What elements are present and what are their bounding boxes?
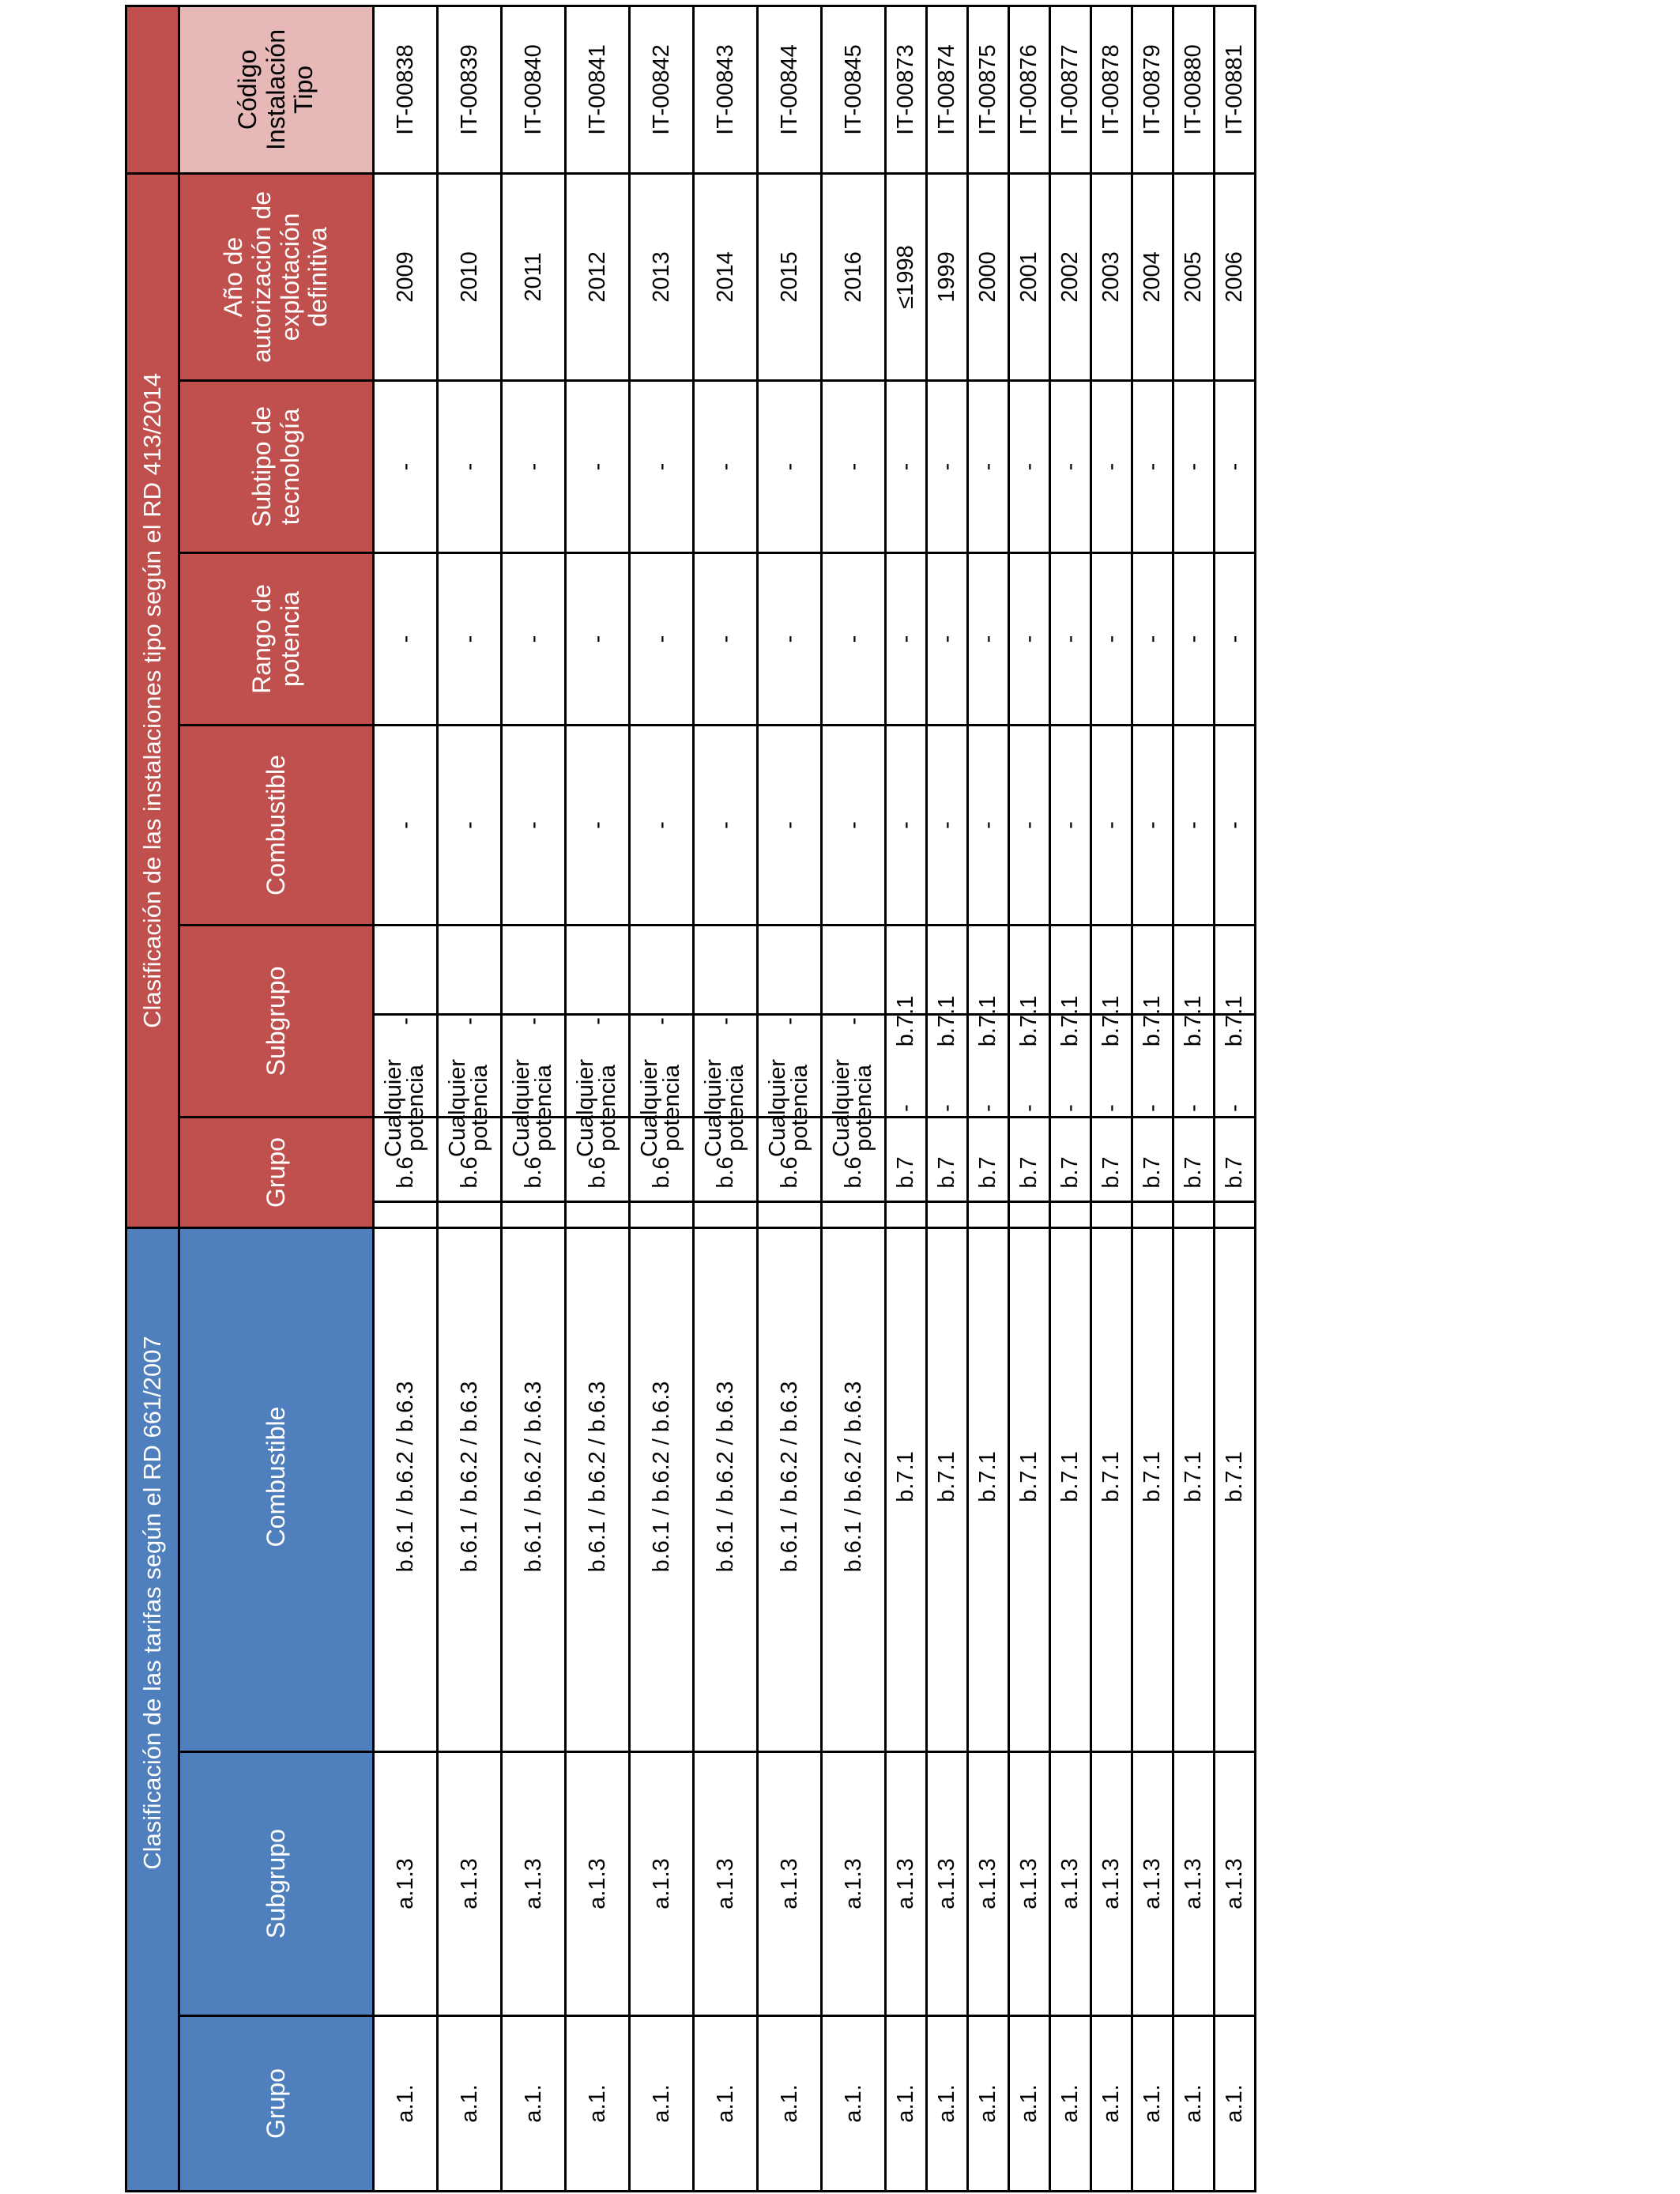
anio-cell: 2013 (630, 173, 694, 380)
rd661-header-grupo: Grupo (179, 2016, 374, 2192)
subgrupo-cell: b.7.1 (1215, 925, 1256, 1118)
table-row (1215, 6, 1256, 1227)
combustible-cell: - (1132, 726, 1173, 925)
table-row (758, 6, 822, 1227)
grupo-cell: b.7 (968, 1118, 1009, 1228)
table-row (630, 6, 694, 1227)
codigo-cell: IT-00881 (1215, 6, 1256, 173)
subtipo-cell: - (1009, 381, 1050, 553)
rango-cell: - (630, 553, 694, 726)
table-row (566, 6, 630, 1227)
rango-potencia-cell: Cualquier potencia (822, 1014, 886, 1201)
combustible-cell: - (630, 726, 694, 925)
table-row (1009, 6, 1050, 1227)
grupo-cell: a.1. (822, 2016, 886, 2192)
subgrupo-cell: - (694, 925, 758, 1118)
anio-cell: 2000 (968, 173, 1009, 380)
rd661-title: Clasificación de las tarifas según el RD 661/2007 (126, 1014, 179, 2191)
combustible-cell: - (374, 726, 438, 925)
anio-cell: 2002 (1050, 173, 1091, 380)
combustible-cell: - (927, 726, 968, 925)
subtipo-cell: - (1173, 381, 1215, 553)
rango-cell: - (927, 553, 968, 726)
grupo-cell: a.1. (694, 2016, 758, 2192)
anio-cell: 2001 (1009, 173, 1050, 380)
subgrupo-cell: b.7.1 (1009, 925, 1050, 1118)
subgrupo-cell: - (822, 925, 886, 1118)
subgrupo-cell: a.1.3 (1050, 1752, 1091, 2016)
combustible-cell: b.7.1 (1050, 1202, 1091, 1752)
codigo-cell: IT-00842 (630, 6, 694, 173)
codigo-cell: IT-00879 (1132, 6, 1173, 173)
combustible-cell: b.7.1 (968, 1202, 1009, 1752)
combustible-cell: - (566, 726, 630, 925)
rango-potencia-cell: - (1091, 1014, 1132, 1201)
table-row (1132, 6, 1173, 1227)
table-row (374, 6, 438, 1227)
anio-cell: 2004 (1132, 173, 1173, 380)
rd413-table (125, 5, 1256, 1229)
subgrupo-cell: - (758, 925, 822, 1118)
codigo-cell: IT-00845 (822, 6, 886, 173)
combustible-cell: - (1173, 726, 1215, 925)
codigo-cell: IT-00875 (968, 6, 1009, 173)
rango-potencia-cell: Cualquier potencia (758, 1014, 822, 1201)
combustible-cell: b.6.1 / b.6.2 / b.6.3 (630, 1202, 694, 1752)
grupo-cell: a.1. (886, 2016, 927, 2192)
grupo-cell: b.7 (927, 1118, 968, 1228)
subgrupo-cell: - (374, 925, 438, 1118)
rango-cell: - (758, 553, 822, 726)
rango-potencia-cell: Cualquier potencia (566, 1014, 630, 1201)
rango-cell: - (822, 553, 886, 726)
grupo-cell: a.1. (1050, 2016, 1091, 2192)
combustible-cell: b.6.1 / b.6.2 / b.6.3 (758, 1202, 822, 1752)
subtipo-cell: - (1050, 381, 1091, 553)
subtipo-cell: - (968, 381, 1009, 553)
grupo-cell: b.7 (1173, 1118, 1215, 1228)
combustible-cell: - (822, 726, 886, 925)
combustible-cell: - (886, 726, 927, 925)
rd661-header-subgrupo: Subgrupo (179, 1752, 374, 2016)
grupo-cell: a.1. (1173, 2016, 1215, 2192)
grupo-cell: b.7 (1009, 1118, 1050, 1228)
rango-potencia-cell: Cualquier potencia (374, 1014, 438, 1201)
combustible-cell: b.7.1 (1091, 1202, 1132, 1752)
rd413-header-subgrupo: Subgrupo (179, 925, 374, 1118)
combustible-cell: - (502, 726, 566, 925)
subtipo-cell: - (630, 381, 694, 553)
grupo-cell: a.1. (968, 2016, 1009, 2192)
subgrupo-cell: a.1.3 (1173, 1752, 1215, 2016)
subgrupo-cell: - (630, 925, 694, 1118)
rd661-header-combustible: Combustible (179, 1202, 374, 1752)
subtipo-cell: - (502, 381, 566, 553)
subtipo-cell: - (374, 381, 438, 553)
grupo-cell: b.7 (1215, 1118, 1256, 1228)
table-row (1091, 6, 1132, 1227)
subtipo-cell: - (1215, 381, 1256, 553)
combustible-cell: b.7.1 (1132, 1202, 1173, 1752)
subgrupo-cell: b.7.1 (886, 925, 927, 1118)
subgrupo-cell: a.1.3 (630, 1752, 694, 2016)
subtipo-cell: - (694, 381, 758, 553)
subgrupo-cell: a.1.3 (502, 1752, 566, 2016)
subtipo-cell: - (758, 381, 822, 553)
codigo-cell: IT-00840 (502, 6, 566, 173)
anio-cell: ≤1998 (886, 173, 927, 380)
grupo-cell: a.1. (1132, 2016, 1173, 2192)
rango-cell: - (694, 553, 758, 726)
grupo-cell: b.7 (1050, 1118, 1091, 1228)
table-row (438, 6, 502, 1227)
combustible-cell: - (694, 726, 758, 925)
rango-cell: - (886, 553, 927, 726)
grupo-cell: a.1. (1009, 2016, 1050, 2192)
rango-cell: - (502, 553, 566, 726)
rango-cell: - (566, 553, 630, 726)
grupo-cell: b.7 (886, 1118, 927, 1228)
combustible-cell: b.7.1 (1215, 1202, 1256, 1752)
table-row (1050, 6, 1091, 1227)
codigo-cell: IT-00873 (886, 6, 927, 173)
anio-cell: 2011 (502, 173, 566, 380)
subgrupo-cell: b.7.1 (1091, 925, 1132, 1118)
rd413-title-filler (126, 6, 179, 173)
grupo-cell: a.1. (1215, 2016, 1256, 2192)
rd413-header-rango: Rango de potencia (179, 553, 374, 726)
codigo-cell: IT-00844 (758, 6, 822, 173)
combustible-cell: b.6.1 / b.6.2 / b.6.3 (374, 1202, 438, 1752)
subgrupo-cell: a.1.3 (566, 1752, 630, 2016)
grupo-cell: b.6 (630, 1118, 694, 1228)
combustible-cell: - (1050, 726, 1091, 925)
subgrupo-cell: a.1.3 (968, 1752, 1009, 2016)
combustible-cell: b.7.1 (1009, 1202, 1050, 1752)
rango-potencia-cell: Cualquier potencia (630, 1014, 694, 1201)
grupo-cell: b.6 (438, 1118, 502, 1228)
combustible-cell: - (1009, 726, 1050, 925)
combustible-cell: - (1215, 726, 1256, 925)
combustible-cell: b.6.1 / b.6.2 / b.6.3 (566, 1202, 630, 1752)
subgrupo-cell: - (438, 925, 502, 1118)
subtipo-cell: - (822, 381, 886, 553)
combustible-cell: b.6.1 / b.6.2 / b.6.3 (822, 1202, 886, 1752)
anio-cell: 2006 (1215, 173, 1256, 380)
grupo-cell: a.1. (1091, 2016, 1132, 2192)
rango-cell: - (1132, 553, 1173, 726)
rango-potencia-cell: - (1050, 1014, 1091, 1201)
anio-cell: 2016 (822, 173, 886, 380)
codigo-cell: IT-00878 (1091, 6, 1132, 173)
rango-potencia-cell: - (1009, 1014, 1050, 1201)
rd413-header-anio: Año de autorización de explotación definitiva (179, 173, 374, 380)
grupo-cell: a.1. (927, 2016, 968, 2192)
codigo-cell: IT-00838 (374, 6, 438, 173)
rango-potencia-cell: - (968, 1014, 1009, 1201)
subgrupo-cell: - (566, 925, 630, 1118)
combustible-cell: b.6.1 / b.6.2 / b.6.3 (438, 1202, 502, 1752)
subgrupo-cell: a.1.3 (1215, 1752, 1256, 2016)
grupo-cell: a.1. (374, 2016, 438, 2192)
subtipo-cell: - (438, 381, 502, 553)
subgrupo-cell: b.7.1 (927, 925, 968, 1118)
subtipo-cell: - (1091, 381, 1132, 553)
subgrupo-cell: b.7.1 (1050, 925, 1091, 1118)
rango-potencia-cell: Cualquier potencia (502, 1014, 566, 1201)
grupo-cell: a.1. (502, 2016, 566, 2192)
anio-cell: 2005 (1173, 173, 1215, 380)
subtipo-cell: - (566, 381, 630, 553)
table-row (886, 6, 927, 1227)
table-row (968, 6, 1009, 1227)
subgrupo-cell: a.1.3 (886, 1752, 927, 2016)
grupo-cell: a.1. (566, 2016, 630, 2192)
table-row (502, 6, 566, 1227)
grupo-cell: a.1. (630, 2016, 694, 2192)
combustible-cell: - (758, 726, 822, 925)
codigo-cell: IT-00843 (694, 6, 758, 173)
grupo-cell: b.6 (822, 1118, 886, 1228)
combustible-cell: b.6.1 / b.6.2 / b.6.3 (502, 1202, 566, 1752)
rango-potencia-cell: - (1215, 1014, 1256, 1201)
subgrupo-cell: b.7.1 (1132, 925, 1173, 1118)
rango-cell: - (438, 553, 502, 726)
subgrupo-cell: a.1.3 (694, 1752, 758, 2016)
rango-cell: - (1091, 553, 1132, 726)
subgrupo-cell: a.1.3 (374, 1752, 438, 2016)
rango-potencia-cell: - (927, 1014, 968, 1201)
combustible-cell: b.7.1 (1173, 1202, 1215, 1752)
grupo-cell: b.6 (694, 1118, 758, 1228)
rd413-header-grupo: Grupo (179, 1118, 374, 1228)
rango-potencia-cell: - (1132, 1014, 1173, 1201)
combustible-cell: - (438, 726, 502, 925)
grupo-cell: b.7 (1091, 1118, 1132, 1228)
codigo-cell: IT-00874 (927, 6, 968, 173)
subgrupo-cell: a.1.3 (758, 1752, 822, 2016)
rango-potencia-cell: - (886, 1014, 927, 1201)
codigo-cell: IT-00876 (1009, 6, 1050, 173)
subtipo-cell: - (1132, 381, 1173, 553)
subgrupo-cell: a.1.3 (1091, 1752, 1132, 2016)
table-row (927, 6, 968, 1227)
rd413-header-codigo: Código Instalación Tipo (179, 6, 374, 173)
grupo-cell: a.1. (758, 2016, 822, 2192)
anio-cell: 2015 (758, 173, 822, 380)
table-row (1173, 6, 1215, 1227)
combustible-cell: - (968, 726, 1009, 925)
combustible-cell: - (1091, 726, 1132, 925)
anio-cell: 2009 (374, 173, 438, 380)
subgrupo-cell: a.1.3 (1132, 1752, 1173, 2016)
grupo-cell: b.6 (502, 1118, 566, 1228)
rd413-body (374, 6, 1256, 1227)
subgrupo-cell: a.1.3 (927, 1752, 968, 2016)
codigo-cell: IT-00877 (1050, 6, 1091, 173)
codigo-cell: IT-00841 (566, 6, 630, 173)
rd413-title: Clasificación de las instalaciones tipo según el RD 413/2014 (126, 173, 179, 1227)
subtipo-cell: - (886, 381, 927, 553)
subtipo-cell: - (927, 381, 968, 553)
grupo-cell: a.1. (438, 2016, 502, 2192)
anio-cell: 1999 (927, 173, 968, 380)
rango-cell: - (968, 553, 1009, 726)
subgrupo-cell: b.7.1 (1173, 925, 1215, 1118)
subgrupo-cell: a.1.3 (1009, 1752, 1050, 2016)
table-row (822, 6, 886, 1227)
subgrupo-cell: a.1.3 (822, 1752, 886, 2016)
rd413-header-combustible: Combustible (179, 726, 374, 925)
table-row (694, 6, 758, 1227)
rango-cell: - (1050, 553, 1091, 726)
anio-cell: 2014 (694, 173, 758, 380)
combustible-cell: b.7.1 (886, 1202, 927, 1752)
rango-cell: - (374, 553, 438, 726)
rango-cell: - (1215, 553, 1256, 726)
codigo-cell: IT-00839 (438, 6, 502, 173)
combustible-cell: b.6.1 / b.6.2 / b.6.3 (694, 1202, 758, 1752)
subgrupo-cell: - (502, 925, 566, 1118)
anio-cell: 2003 (1091, 173, 1132, 380)
anio-cell: 2010 (438, 173, 502, 380)
rango-cell: - (1009, 553, 1050, 726)
grupo-cell: b.6 (566, 1118, 630, 1228)
grupo-cell: b.7 (1132, 1118, 1173, 1228)
rango-potencia-cell: Cualquier potencia (694, 1014, 758, 1201)
subgrupo-cell: a.1.3 (438, 1752, 502, 2016)
grupo-cell: b.6 (374, 1118, 438, 1228)
rango-potencia-cell: Cualquier potencia (438, 1014, 502, 1201)
rango-potencia-cell: - (1173, 1014, 1215, 1201)
codigo-cell: IT-00880 (1173, 6, 1215, 173)
rango-cell: - (1173, 553, 1215, 726)
grupo-cell: b.6 (758, 1118, 822, 1228)
subgrupo-cell: b.7.1 (968, 925, 1009, 1118)
combustible-cell: b.7.1 (927, 1202, 968, 1752)
rd413-header-subtipo: Subtipo de tecnología (179, 381, 374, 553)
anio-cell: 2012 (566, 173, 630, 380)
